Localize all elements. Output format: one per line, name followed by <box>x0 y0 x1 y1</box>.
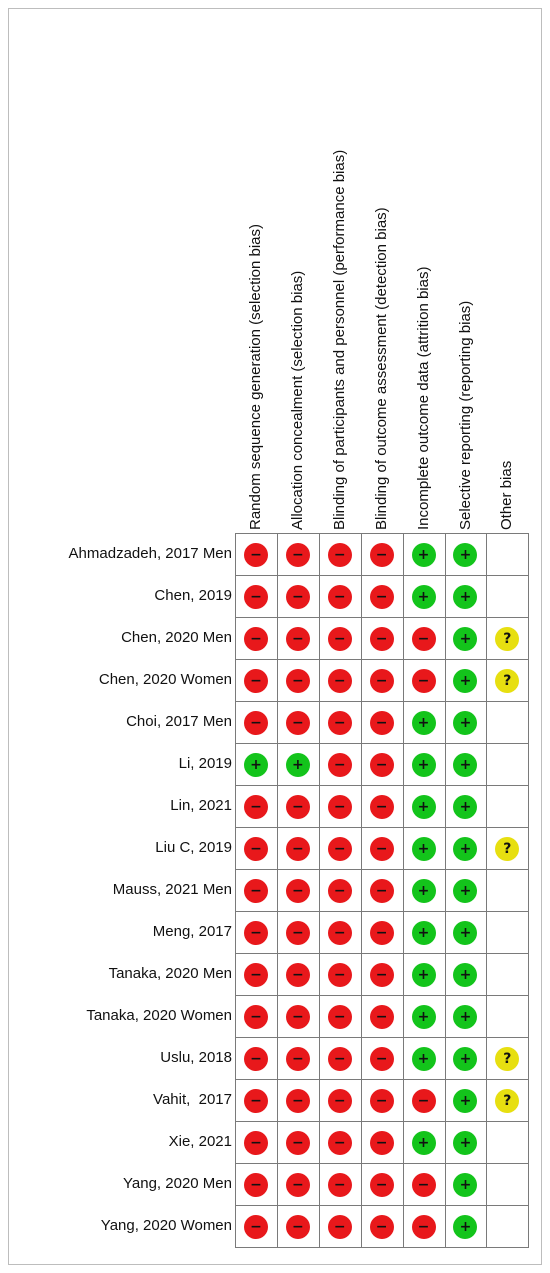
study-label: Chen, 2020 Women <box>98 671 232 688</box>
minus-icon: − <box>286 1131 310 1155</box>
plus-icon: + <box>412 543 436 567</box>
minus-icon: − <box>328 543 352 567</box>
plus-icon: + <box>453 711 477 735</box>
question-icon: ? <box>495 1089 519 1113</box>
minus-icon: − <box>286 921 310 945</box>
minus-icon: − <box>244 543 268 567</box>
minus-icon: − <box>244 1089 268 1113</box>
plus-icon: + <box>453 1005 477 1029</box>
question-icon: ? <box>495 837 519 861</box>
risk-of-bias-grid <box>235 533 528 1247</box>
minus-icon: − <box>328 795 352 819</box>
minus-icon: − <box>328 1047 352 1071</box>
study-label: Yang, 2020 Women <box>100 1217 232 1234</box>
study-label: Choi, 2017 Men <box>126 713 232 730</box>
minus-icon: − <box>370 1047 394 1071</box>
minus-icon: − <box>286 837 310 861</box>
plus-icon: + <box>453 543 477 567</box>
plus-icon: + <box>412 711 436 735</box>
minus-icon: − <box>286 1173 310 1197</box>
minus-icon: − <box>328 1173 352 1197</box>
grid-line-horizontal <box>235 1037 529 1038</box>
question-icon: ? <box>495 627 519 651</box>
minus-icon: − <box>370 585 394 609</box>
minus-icon: − <box>286 963 310 987</box>
grid-line-vertical <box>528 533 529 1247</box>
study-label: Xie, 2021 <box>168 1133 232 1150</box>
grid-line-vertical <box>319 533 320 1247</box>
column-header: Selective reporting (reporting bias) <box>456 300 474 530</box>
minus-icon: − <box>286 1047 310 1071</box>
minus-icon: − <box>244 1173 268 1197</box>
study-label: Meng, 2017 <box>152 923 232 940</box>
study-label: Yang, 2020 Men <box>123 1175 232 1192</box>
question-icon: ? <box>495 669 519 693</box>
grid-line-horizontal <box>235 785 529 786</box>
column-header: Allocation concealment (selection bias) <box>288 270 306 530</box>
minus-icon: − <box>286 627 310 651</box>
minus-icon: − <box>328 963 352 987</box>
minus-icon: − <box>328 585 352 609</box>
minus-icon: − <box>244 711 268 735</box>
column-header: Other bias <box>498 460 516 530</box>
minus-icon: − <box>328 1005 352 1029</box>
plus-icon: + <box>412 753 436 777</box>
grid-line-vertical <box>361 533 362 1247</box>
minus-icon: − <box>370 837 394 861</box>
minus-icon: − <box>286 669 310 693</box>
minus-icon: − <box>328 837 352 861</box>
plus-icon: + <box>453 1215 477 1239</box>
minus-icon: − <box>244 627 268 651</box>
grid-line-horizontal <box>235 533 529 534</box>
minus-icon: − <box>328 1215 352 1239</box>
minus-icon: − <box>370 1005 394 1029</box>
minus-icon: − <box>286 879 310 903</box>
grid-line-horizontal <box>235 869 529 870</box>
minus-icon: − <box>328 753 352 777</box>
plus-icon: + <box>453 921 477 945</box>
minus-icon: − <box>244 1215 268 1239</box>
plus-icon: + <box>453 795 477 819</box>
minus-icon: − <box>244 1005 268 1029</box>
grid-line-horizontal <box>235 995 529 996</box>
plus-icon: + <box>412 1005 436 1029</box>
minus-icon: − <box>370 879 394 903</box>
plus-icon: + <box>412 1131 436 1155</box>
column-header: Blinding of outcome assessment (detection bias) <box>372 207 390 530</box>
minus-icon: − <box>412 1215 436 1239</box>
plus-icon: + <box>412 837 436 861</box>
minus-icon: − <box>328 627 352 651</box>
minus-icon: − <box>412 1173 436 1197</box>
minus-icon: − <box>286 543 310 567</box>
minus-icon: − <box>286 1215 310 1239</box>
minus-icon: − <box>286 795 310 819</box>
question-icon: ? <box>495 1047 519 1071</box>
minus-icon: − <box>328 669 352 693</box>
plus-icon: + <box>453 585 477 609</box>
minus-icon: − <box>244 585 268 609</box>
study-label: Uslu, 2018 <box>160 1049 232 1066</box>
column-header: Incomplete outcome data (attrition bias) <box>414 266 432 530</box>
plus-icon: + <box>453 1173 477 1197</box>
grid-line-horizontal <box>235 1079 529 1080</box>
grid-line-horizontal <box>235 1247 529 1248</box>
minus-icon: − <box>328 921 352 945</box>
minus-icon: − <box>244 795 268 819</box>
plus-icon: + <box>412 585 436 609</box>
grid-line-horizontal <box>235 743 529 744</box>
plus-icon: + <box>453 627 477 651</box>
minus-icon: − <box>412 1089 436 1113</box>
study-label: Liu C, 2019 <box>155 839 232 856</box>
study-label: Chen, 2019 <box>154 587 232 604</box>
minus-icon: − <box>286 711 310 735</box>
minus-icon: − <box>412 627 436 651</box>
study-label: Chen, 2020 Men <box>121 629 232 646</box>
minus-icon: − <box>370 921 394 945</box>
grid-line-horizontal <box>235 659 529 660</box>
study-label: Tanaka, 2020 Women <box>86 1007 232 1024</box>
plus-icon: + <box>412 795 436 819</box>
minus-icon: − <box>370 543 394 567</box>
study-label: Li, 2019 <box>178 755 232 772</box>
minus-icon: − <box>370 627 394 651</box>
grid-line-horizontal <box>235 701 529 702</box>
minus-icon: − <box>286 1005 310 1029</box>
study-label: Lin, 2021 <box>170 797 232 814</box>
grid-line-horizontal <box>235 1121 529 1122</box>
column-header: Random sequence generation (selection bias) <box>247 223 264 530</box>
plus-icon: + <box>412 963 436 987</box>
minus-icon: − <box>286 585 310 609</box>
plus-icon: + <box>412 879 436 903</box>
minus-icon: − <box>244 879 268 903</box>
grid-line-vertical <box>486 533 487 1247</box>
plus-icon: + <box>453 1047 477 1071</box>
grid-line-horizontal <box>235 911 529 912</box>
study-label: Vahit, 2017 <box>153 1091 232 1108</box>
grid-line-horizontal <box>235 617 529 618</box>
study-label: Mauss, 2021 Men <box>112 881 232 898</box>
minus-icon: − <box>370 1215 394 1239</box>
plus-icon: + <box>453 837 477 861</box>
plus-icon: + <box>412 921 436 945</box>
grid-line-vertical <box>403 533 404 1247</box>
minus-icon: − <box>370 711 394 735</box>
grid-line-vertical <box>277 533 278 1247</box>
minus-icon: − <box>370 795 394 819</box>
plus-icon: + <box>453 1089 477 1113</box>
plus-icon: + <box>244 753 268 777</box>
minus-icon: − <box>370 1173 394 1197</box>
minus-icon: − <box>244 669 268 693</box>
plus-icon: + <box>412 1047 436 1071</box>
study-label: Tanaka, 2020 Men <box>108 965 232 982</box>
grid-line-horizontal <box>235 953 529 954</box>
minus-icon: − <box>328 1131 352 1155</box>
minus-icon: − <box>244 921 268 945</box>
plus-icon: + <box>286 753 310 777</box>
plus-icon: + <box>453 879 477 903</box>
grid-line-horizontal <box>235 575 529 576</box>
minus-icon: − <box>244 1047 268 1071</box>
minus-icon: − <box>370 753 394 777</box>
minus-icon: − <box>370 1131 394 1155</box>
grid-line-horizontal <box>235 827 529 828</box>
plus-icon: + <box>453 1131 477 1155</box>
plus-icon: + <box>453 669 477 693</box>
minus-icon: − <box>328 1089 352 1113</box>
column-header: Blinding of participants and personnel (performance bias) <box>330 149 348 530</box>
minus-icon: − <box>370 1089 394 1113</box>
minus-icon: − <box>244 1131 268 1155</box>
grid-line-vertical <box>445 533 446 1247</box>
minus-icon: − <box>370 669 394 693</box>
minus-icon: − <box>370 963 394 987</box>
plus-icon: + <box>453 963 477 987</box>
grid-line-horizontal <box>235 1205 529 1206</box>
minus-icon: − <box>286 1089 310 1113</box>
plus-icon: + <box>453 753 477 777</box>
minus-icon: − <box>328 879 352 903</box>
minus-icon: − <box>328 711 352 735</box>
minus-icon: − <box>244 963 268 987</box>
minus-icon: − <box>412 669 436 693</box>
grid-line-horizontal <box>235 1163 529 1164</box>
grid-line-vertical <box>235 533 236 1247</box>
minus-icon: − <box>244 837 268 861</box>
study-label: Ahmadzadeh, 2017 Men <box>68 545 232 562</box>
